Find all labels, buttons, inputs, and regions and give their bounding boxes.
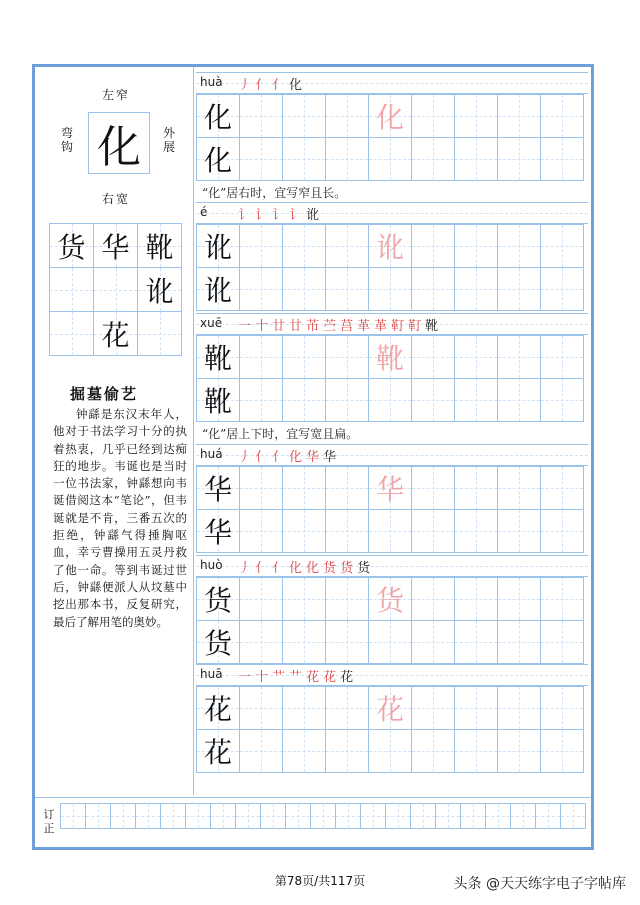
stroke-step: 靪: [391, 319, 409, 334]
grid-cell: [239, 466, 283, 510]
grid-cell: [540, 620, 584, 664]
grid-character: 货: [203, 584, 232, 617]
grid-cell: [540, 378, 584, 422]
stroke-order: [238, 446, 340, 465]
grid-cell: [411, 620, 455, 664]
stroke-step: 十: [255, 319, 273, 334]
grid-cell: [540, 577, 584, 621]
grid-character: 化: [203, 144, 232, 177]
grid-cell: [497, 686, 541, 730]
grid-cell: [411, 686, 455, 730]
grid-cell: [497, 378, 541, 422]
grid-cell: [93, 267, 138, 312]
grid-cell: [510, 803, 536, 829]
grid-character: 讹: [203, 231, 232, 264]
grid-cell: [497, 620, 541, 664]
grid-character: [50, 312, 93, 355]
stroke-step: 莒: [340, 319, 358, 334]
writing-note: “化”居右时，宜写窄且长。: [202, 186, 347, 200]
grid-cell: [368, 620, 412, 664]
grid-cell: [325, 335, 369, 379]
practice-row: [196, 267, 583, 311]
stroke-step: 花: [340, 670, 358, 685]
grid-cell: [239, 509, 283, 553]
grid-cell: [368, 94, 412, 138]
grid-cell: [135, 803, 161, 829]
stroke-step: 靴: [425, 319, 443, 334]
stroke-step: 华: [306, 450, 324, 465]
grid-cell: [196, 686, 240, 730]
grid-cell: [435, 803, 461, 829]
grid-cell: [454, 577, 498, 621]
grid-cell: [335, 803, 361, 829]
main-character: 化: [88, 112, 150, 174]
grid-cell: [196, 137, 240, 181]
grid-cell: [411, 378, 455, 422]
grid-cell: [235, 803, 261, 829]
grid-character: 靴: [203, 342, 232, 375]
grid-character: 讹: [145, 274, 174, 308]
grid-cell: [497, 94, 541, 138]
watermark: 头条 @天天练字电子字帖库: [453, 876, 626, 892]
grid-cell: [282, 509, 326, 553]
stroke-step: 丿: [238, 561, 256, 576]
grid-cell: [196, 466, 240, 510]
practice-row: [196, 137, 583, 181]
grid-cell: [260, 803, 286, 829]
grid-cell: [540, 729, 584, 773]
grid-cell: [239, 137, 283, 181]
grid-cell: [411, 224, 455, 268]
pinyin: huò: [200, 558, 223, 572]
stroke-step: 货: [340, 561, 358, 576]
grid-cell: [285, 803, 311, 829]
correction-label: 订正: [43, 808, 55, 835]
stroke-order: [238, 315, 442, 334]
label-left: 弯钩: [60, 126, 73, 154]
grid-cell: [454, 378, 498, 422]
stroke-step: 化: [289, 561, 307, 576]
practice-row: [196, 94, 583, 138]
stroke-step: 革: [357, 319, 375, 334]
grid-cell: [454, 267, 498, 311]
practice-row: [196, 729, 583, 773]
pinyin: huá: [200, 447, 223, 461]
story-title: 掘墓偷艺: [70, 385, 139, 403]
stroke-step: 廿: [289, 319, 307, 334]
pinyin: huà: [200, 75, 223, 89]
stroke-step: 十: [255, 670, 273, 685]
grid-cell: [454, 137, 498, 181]
grid-cell: [196, 509, 240, 553]
grid-cell: [454, 620, 498, 664]
grid-cell: [454, 466, 498, 510]
grid-cell: [196, 729, 240, 773]
grid-cell: [325, 224, 369, 268]
grid-character: 靴: [145, 230, 174, 264]
related-char-grid: [49, 223, 181, 355]
stroke-step: 化: [306, 561, 324, 576]
grid-cell: [411, 137, 455, 181]
grid-cell: [497, 577, 541, 621]
grid-cell: [540, 335, 584, 379]
grid-cell: [485, 803, 511, 829]
grid-character: 花: [203, 736, 232, 769]
stroke-step: 艹: [272, 670, 290, 685]
grid-cell: [282, 686, 326, 730]
pinyin: huā: [200, 667, 223, 681]
grid-cell: [110, 803, 136, 829]
grid-cell: [60, 803, 86, 829]
grid-cell: [540, 94, 584, 138]
grid-cell: [185, 803, 211, 829]
practice-row: [196, 224, 583, 268]
grid-cell: [497, 729, 541, 773]
grid-cell: [368, 466, 412, 510]
stroke-step: 讠: [272, 208, 290, 223]
stroke-step: 化: [289, 450, 307, 465]
grid-character: 化: [203, 101, 232, 134]
grid-cell: [540, 686, 584, 730]
stroke-order: [238, 204, 323, 223]
stroke-step: 靪: [408, 319, 426, 334]
grid-cell: [282, 94, 326, 138]
grid-cell: [93, 223, 138, 268]
grid-cell: [368, 335, 412, 379]
grid-cell: [411, 509, 455, 553]
grid-character: 华: [375, 473, 404, 506]
grid-cell: [411, 729, 455, 773]
practice-row: [196, 335, 583, 379]
grid-cell: [368, 137, 412, 181]
stroke-step: 芇: [306, 319, 324, 334]
grid-cell: [239, 620, 283, 664]
grid-character: 货: [375, 584, 404, 617]
grid-cell: [454, 335, 498, 379]
stroke-step: 货: [323, 561, 341, 576]
grid-character: 华: [101, 230, 130, 264]
stroke-step: 亻: [255, 78, 273, 93]
grid-cell: [325, 577, 369, 621]
stroke-step: 廿: [272, 319, 290, 334]
pinyin: é: [200, 205, 208, 219]
grid-character: 靴: [375, 342, 404, 375]
grid-cell: [325, 378, 369, 422]
grid-cell: [368, 378, 412, 422]
grid-cell: [282, 137, 326, 181]
grid-cell: [282, 577, 326, 621]
grid-cell: [325, 686, 369, 730]
grid-cell: [137, 223, 182, 268]
stroke-step: 货: [357, 561, 375, 576]
grid-cell: [325, 466, 369, 510]
practice-row: [196, 686, 583, 730]
grid-cell: [368, 577, 412, 621]
stroke-step: 亻: [272, 450, 290, 465]
correction-grid: [60, 803, 585, 829]
grid-cell: [411, 335, 455, 379]
grid-cell: [411, 577, 455, 621]
grid-character: 货: [203, 627, 232, 660]
stroke-step: 丿: [238, 450, 256, 465]
grid-cell: [497, 509, 541, 553]
grid-cell: [454, 729, 498, 773]
grid-cell: [282, 729, 326, 773]
grid-cell: [49, 223, 94, 268]
stroke-step: 亻: [272, 78, 290, 93]
grid-cell: [411, 94, 455, 138]
stroke-step: 艹: [289, 670, 307, 685]
stroke-step: 讠: [255, 208, 273, 223]
label-bottom: 右宽: [102, 192, 131, 206]
grid-cell: [160, 803, 186, 829]
grid-cell: [411, 466, 455, 510]
grid-character: 花: [203, 693, 232, 726]
stroke-step: 讠: [238, 208, 256, 223]
grid-cell: [196, 620, 240, 664]
grid-cell: [49, 267, 94, 312]
grid-cell: [239, 577, 283, 621]
stroke-order: [238, 557, 374, 576]
grid-cell: [497, 224, 541, 268]
grid-character: 讹: [203, 274, 232, 307]
grid-cell: [540, 466, 584, 510]
grid-cell: [325, 729, 369, 773]
grid-cell: [239, 378, 283, 422]
grid-cell: [368, 686, 412, 730]
story-text: 钟繇是东汉末年人，他对于书法学习十分的执着热衷，几乎已经到达痴狂的地步。韦诞也是当时一位书法家，钟繇想向韦诞借阅这本“笔论”，但韦诞就是不肯，三番五次的拒绝，钟繇气得捶胸呕血，幸亏曹操用五灵丹救了他一命。等到韦诞过世后，钟繇便派人从坟墓中挖出那本书，反复研究，最后了解用笔的奥妙。: [53, 407, 187, 629]
grid-cell: [454, 686, 498, 730]
grid-cell: [282, 224, 326, 268]
grid-cell: [282, 620, 326, 664]
grid-cell: [460, 803, 486, 829]
writing-note: “化”居上下时，宜写宽且扁。: [202, 427, 359, 441]
grid-cell: [540, 509, 584, 553]
stroke-step: 花: [306, 670, 324, 685]
grid-cell: [310, 803, 336, 829]
grid-cell: [196, 224, 240, 268]
grid-character: 靴: [203, 385, 232, 418]
stroke-step: 革: [374, 319, 392, 334]
grid-cell: [137, 267, 182, 312]
grid-cell: [49, 311, 94, 356]
grid-cell: [497, 466, 541, 510]
stroke-step: 花: [323, 670, 341, 685]
grid-character: 货: [57, 230, 86, 264]
grid-cell: [196, 577, 240, 621]
grid-cell: [368, 729, 412, 773]
grid-cell: [454, 509, 498, 553]
grid-cell: [325, 620, 369, 664]
grid-character: 花: [101, 318, 130, 352]
stroke-step: 讹: [306, 208, 324, 223]
label-right: 外展: [162, 126, 175, 154]
grid-character: 化: [375, 101, 404, 134]
grid-cell: [325, 509, 369, 553]
grid-cell: [196, 378, 240, 422]
grid-cell: [239, 224, 283, 268]
grid-cell: [368, 267, 412, 311]
grid-cell: [540, 267, 584, 311]
stroke-step: 一: [238, 670, 256, 685]
correction-separator: [35, 797, 591, 798]
stroke-step: 亻: [255, 450, 273, 465]
stroke-step: 丿: [238, 78, 256, 93]
label-top: 左窄: [102, 88, 131, 102]
grid-cell: [368, 224, 412, 268]
grid-cell: [239, 686, 283, 730]
grid-cell: [360, 803, 386, 829]
stroke-order: [238, 74, 306, 93]
grid-cell: [410, 803, 436, 829]
grid-cell: [196, 267, 240, 311]
stroke-step: 化: [289, 78, 307, 93]
grid-cell: [282, 466, 326, 510]
grid-cell: [196, 94, 240, 138]
grid-cell: [497, 137, 541, 181]
stroke-step: 华: [323, 450, 341, 465]
grid-cell: [454, 94, 498, 138]
grid-cell: [239, 335, 283, 379]
grid-character: 花: [375, 693, 404, 726]
grid-cell: [540, 224, 584, 268]
grid-character: 华: [203, 473, 232, 506]
grid-cell: [239, 267, 283, 311]
grid-cell: [137, 311, 182, 356]
grid-cell: [497, 335, 541, 379]
grid-cell: [540, 137, 584, 181]
stroke-step: 亻: [272, 561, 290, 576]
grid-cell: [560, 803, 586, 829]
grid-character: 讹: [375, 231, 404, 264]
practice-row: [196, 620, 583, 664]
grid-cell: [239, 729, 283, 773]
grid-cell: [210, 803, 236, 829]
stroke-step: 一: [238, 319, 256, 334]
grid-cell: [497, 267, 541, 311]
grid-cell: [325, 137, 369, 181]
grid-cell: [282, 378, 326, 422]
grid-character: [94, 268, 137, 311]
grid-cell: [196, 335, 240, 379]
grid-cell: [282, 335, 326, 379]
practice-row: [196, 509, 583, 553]
grid-character: 华: [203, 516, 232, 549]
practice-row: [196, 577, 583, 621]
grid-character: [138, 312, 181, 355]
stroke-step: 苎: [323, 319, 341, 334]
practice-row: [196, 466, 583, 510]
grid-cell: [93, 311, 138, 356]
grid-cell: [325, 94, 369, 138]
grid-cell: [454, 224, 498, 268]
grid-cell: [385, 803, 411, 829]
grid-cell: [411, 267, 455, 311]
stroke-order: [238, 666, 357, 685]
grid-cell: [535, 803, 561, 829]
page-number: 第78页/共117页: [274, 874, 366, 888]
grid-cell: [325, 267, 369, 311]
grid-cell: [368, 509, 412, 553]
practice-row: [196, 378, 583, 422]
stroke-step: 亻: [255, 561, 273, 576]
pinyin: xuē: [200, 316, 223, 330]
grid-cell: [282, 267, 326, 311]
grid-cell: [85, 803, 111, 829]
stroke-step: 讠: [289, 208, 307, 223]
grid-character: [50, 268, 93, 311]
grid-cell: [239, 94, 283, 138]
